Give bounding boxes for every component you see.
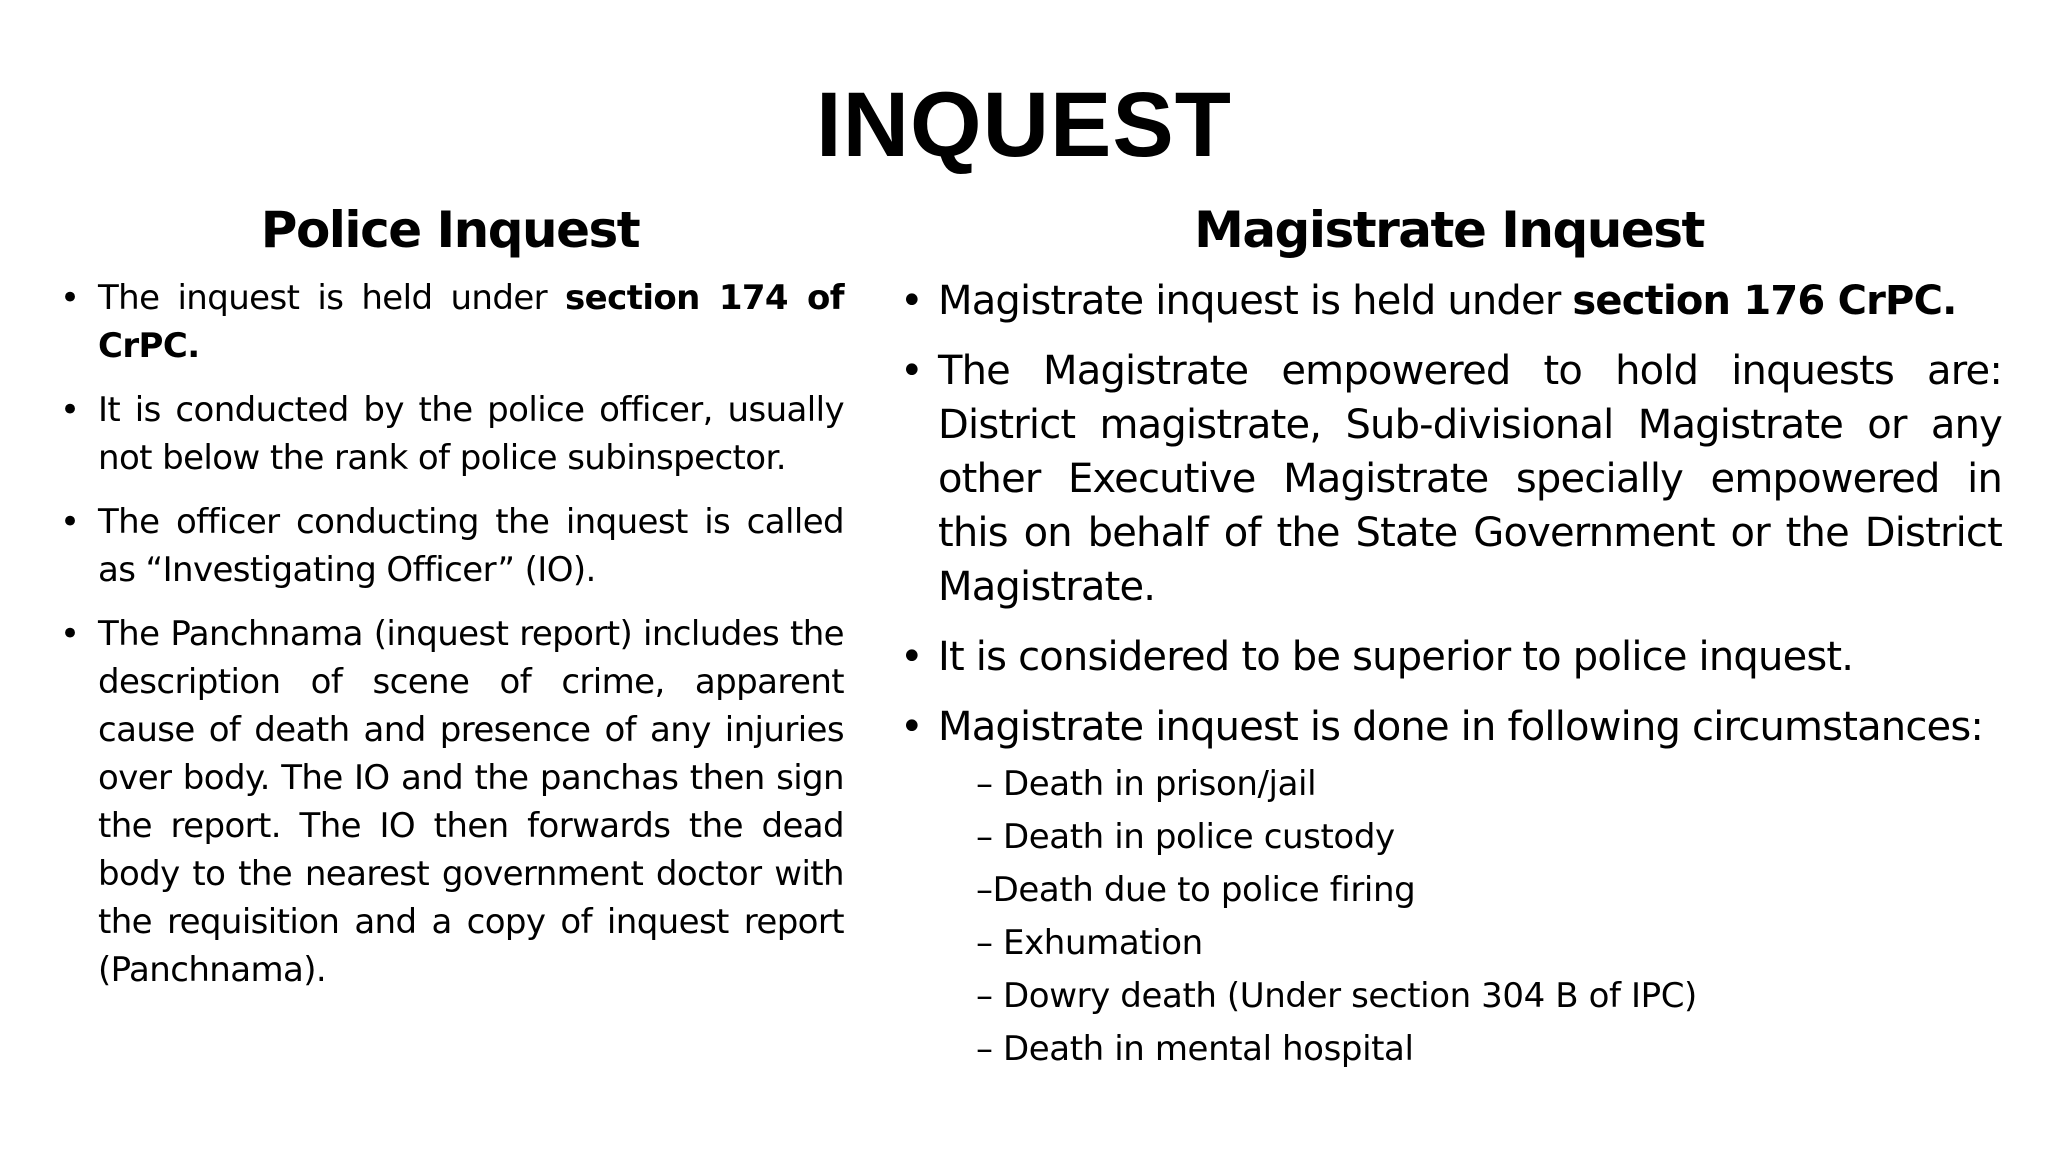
circumstance-item: – Exhumation — [976, 923, 1203, 963]
item-bold-text: section 174 of CrPC. — [98, 278, 844, 366]
circumstance-item: – Dowry death (Under section 304 B of IPC) — [976, 976, 1697, 1016]
list-item — [896, 630, 2002, 684]
circumstance-item: –Death due to police firing — [976, 870, 1416, 910]
bullet-icon: • — [900, 348, 923, 394]
magistrate-inquest-column — [896, 196, 2002, 1092]
police-inquest-heading: Police Inquest — [260, 201, 640, 259]
item-text: The officer conducting the inquest is called as “Investigating Officer” (IO). — [98, 502, 844, 590]
item-text: The Magistrate empowered to hold inquests are: District magistrate, Sub-divisional Magistrate or any other Executive Magistrate specially empowered in this on behalf of the State Government or the District Magistrate. — [938, 348, 2002, 610]
bullet-icon: • — [900, 704, 923, 750]
list-item — [896, 274, 2002, 328]
police-inquest-column — [56, 196, 844, 1010]
item-text: The inquest is held under — [98, 278, 566, 318]
magistrate-inquest-heading: Magistrate Inquest — [1194, 201, 1704, 259]
list-item — [56, 610, 844, 994]
bullet-icon: • — [900, 278, 923, 324]
magistrate-inquest-list — [896, 274, 2002, 1076]
item-text: The Panchnama (inquest report) includes the description of scene of crime, apparent cause of death and presence of any injuries over body. The IO and the panchas then sign the report. The IO then forwards the dead body to the nearest government doctor with the requisition and a copy of inquest report (Panchnama). — [98, 614, 844, 990]
circumstance-item: – Death in mental hospital — [976, 1029, 1414, 1069]
list-item — [56, 274, 844, 370]
slide-title: INQUEST — [816, 74, 1232, 176]
circumstance-item: – Death in police custody — [976, 817, 1395, 857]
list-item — [56, 386, 844, 482]
item-text: It is conducted by the police officer, usually not below the rank of police subinspector. — [98, 390, 844, 478]
bullet-icon: • — [900, 634, 923, 680]
list-item — [896, 344, 2002, 614]
bullet-icon: • — [60, 390, 80, 430]
item-text: Magistrate inquest is held under — [938, 278, 1573, 324]
item-text: It is considered to be superior to police inquest. — [938, 634, 1854, 680]
item-bold-text: section 176 CrPC. — [1572, 278, 1957, 324]
bullet-icon: • — [60, 278, 80, 318]
bullet-icon: • — [60, 502, 80, 542]
item-text: Magistrate inquest is done in following circumstances: — [938, 704, 1984, 750]
police-inquest-list — [56, 274, 844, 994]
list-item — [896, 700, 2002, 1076]
list-item — [56, 498, 844, 594]
bullet-icon: • — [60, 614, 80, 654]
circumstances-list — [938, 758, 2002, 1076]
circumstance-item: – Death in prison/jail — [976, 764, 1317, 804]
